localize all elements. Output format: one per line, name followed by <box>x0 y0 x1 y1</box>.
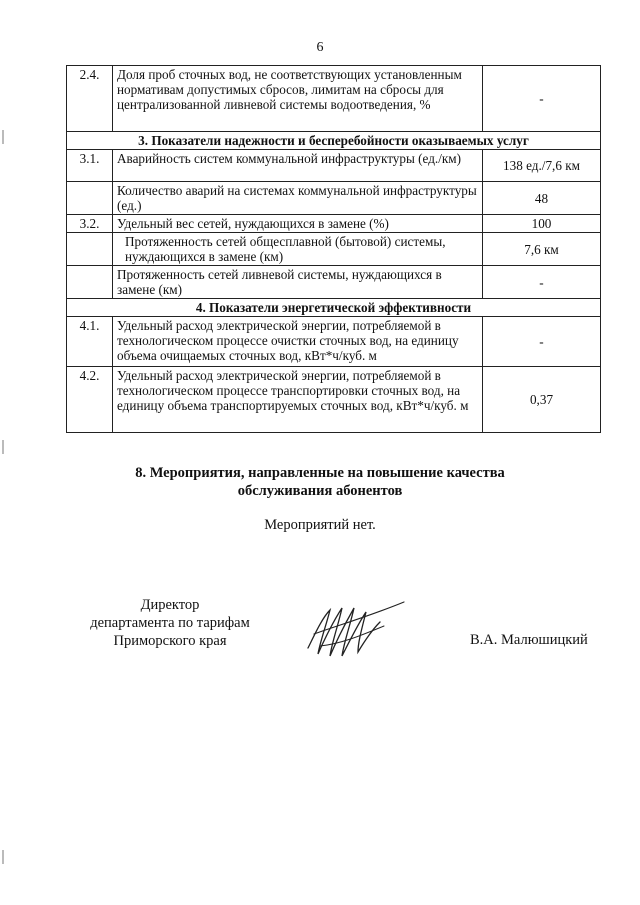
table-row <box>67 367 601 433</box>
row-indicator: Протяженность сетей ливневой системы, нуждающихся в замене (км) <box>113 266 483 299</box>
row-indicator: Аварийность систем коммунальной инфраструктуры (ед./км) <box>113 150 483 182</box>
handwritten-signature <box>300 596 410 666</box>
row-indicator: Количество аварий на системах коммунальной инфраструктуры (ед.) <box>113 182 483 215</box>
section-4-title: 4. Показатели энергетической эффективности <box>67 299 601 317</box>
row-value: 48 <box>483 182 601 215</box>
row-value: - <box>483 317 601 367</box>
row-number: 3.1. <box>67 150 113 182</box>
position-line: Директор <box>140 597 200 613</box>
position-line: департамента по тарифам <box>90 615 250 631</box>
row-number: 3.2. <box>67 215 113 233</box>
row-indicator: Удельный расход электрической энергии, потребляемой в технологическом процессе очистки сточных вод, на единицу объема очищаемых сточных вод, кВт*ч/куб. м <box>113 317 483 367</box>
section-header <box>67 132 601 150</box>
row-number <box>67 182 113 215</box>
scan-edge-mark <box>2 440 4 454</box>
row-value: 0,37 <box>483 367 601 433</box>
row-value: - <box>483 266 601 299</box>
signatory-name: В.А. Малюшицкий <box>470 632 588 648</box>
row-number: 4.2. <box>67 367 113 433</box>
section-8-heading-line: обслуживания абонентов <box>237 483 403 499</box>
section-8-heading <box>0 464 640 500</box>
row-indicator: Удельный вес сетей, нуждающихся в замене (%) <box>113 215 483 233</box>
row-value: 7,6 км <box>483 233 601 266</box>
row-number: 2.4. <box>67 66 113 132</box>
row-value: 138 ед./7,6 км <box>483 150 601 182</box>
table-row <box>67 182 601 215</box>
scan-edge-mark <box>2 130 4 144</box>
row-indicator: Протяженность сетей общесплавной (бытовой) системы, нуждающихся в замене (км) <box>113 233 483 266</box>
table-row <box>67 266 601 299</box>
row-value: 100 <box>483 215 601 233</box>
section-8-text: Мероприятий нет. <box>264 517 376 533</box>
section-header <box>67 299 601 317</box>
table-row <box>67 215 601 233</box>
scan-edge-mark <box>2 850 4 864</box>
row-number <box>67 266 113 299</box>
position-line: Приморского края <box>113 633 227 649</box>
row-indicator: Доля проб сточных вод, не соответствующих установленным нормативам допустимых сбросов, лимитам на сбросы для централизованной ливневой системы водоотведения, % <box>113 66 483 132</box>
row-number <box>67 233 113 266</box>
row-indicator: Удельный расход электрической энергии, потребляемой в технологическом процессе транспортировки сточных вод, на единицу объема транспортируемых сточных вод, кВт*ч/куб. м <box>113 367 483 433</box>
section-3-title: 3. Показатели надежности и бесперебойности оказываемых услуг <box>67 132 601 150</box>
table-row <box>67 317 601 367</box>
table-row <box>67 233 601 266</box>
indicators-table <box>66 65 601 433</box>
section-8-heading-line: 8. Мероприятия, направленные на повышение качества <box>135 465 505 481</box>
page-number: 6 <box>316 40 324 55</box>
table-row <box>67 150 601 182</box>
table-row <box>67 66 601 132</box>
row-number: 4.1. <box>67 317 113 367</box>
signatory-position <box>60 596 280 650</box>
row-value: - <box>483 66 601 132</box>
